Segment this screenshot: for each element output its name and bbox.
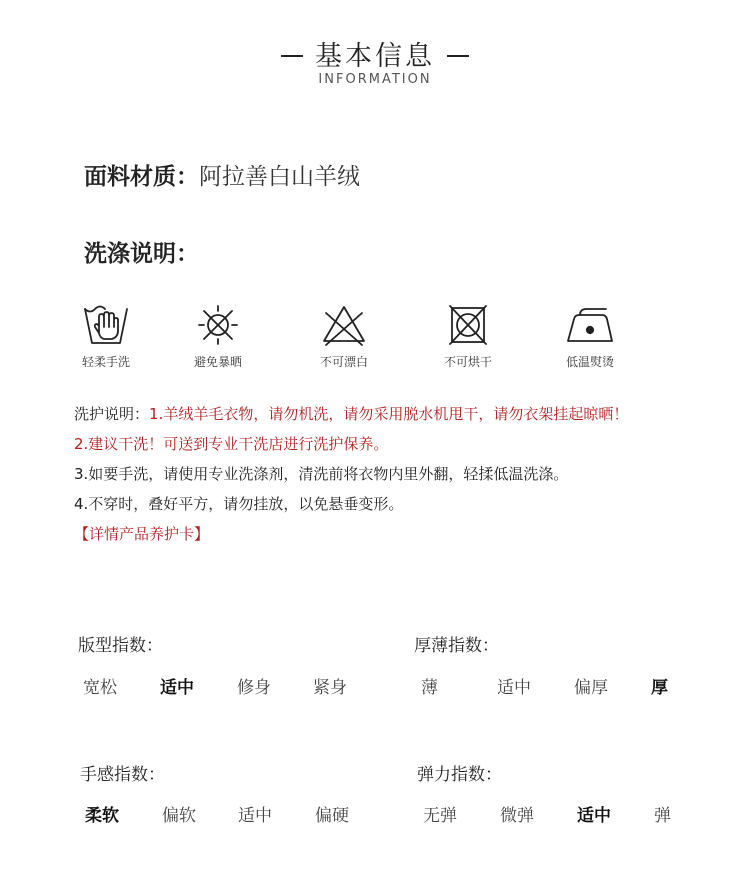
icon-label-low-iron: 低温熨烫	[565, 355, 614, 369]
icon-label-no-sun: 避免暴晒	[193, 355, 242, 369]
care-note-3: 3.如要手洗，请使用专业洗涤剂，清洗前将衣物内里外翻，轻揉低温洗涤。	[74, 465, 569, 483]
hand-wash-icon	[82, 303, 130, 347]
care-note-1	[74, 404, 628, 424]
section-title	[0, 34, 750, 73]
thickness-option-thick: 厚	[651, 678, 668, 698]
no-tumble-dry-icon	[444, 303, 492, 347]
icon-label-no-bleach: 不可漂白	[319, 355, 368, 369]
low-iron-icon	[566, 303, 614, 347]
elasticity-option-slight: 微弹	[500, 806, 534, 826]
no-bleach-icon	[320, 303, 368, 347]
feel-option-firm: 偏硬	[315, 806, 349, 826]
wash-title: 洗涤说明：	[84, 241, 199, 267]
care-note-prefix: 洗护说明：	[74, 405, 150, 423]
feel-option-softish: 偏软	[162, 806, 196, 826]
fit-index-title: 版型指数：	[78, 636, 163, 656]
care-note-4: 4.不穿时，叠好平方，请勿挂放，以免悬垂变形。	[74, 495, 404, 513]
feel-option-medium: 适中	[238, 806, 272, 826]
elasticity-option-medium: 适中	[577, 806, 611, 826]
elasticity-index-title: 弹力指数：	[417, 765, 502, 785]
title-dash-right	[447, 55, 469, 57]
fit-option-regular: 适中	[160, 678, 194, 698]
section-title-text: 基本信息	[315, 41, 435, 72]
no-sun-icon	[194, 303, 242, 347]
icon-label-hand-wash: 轻柔手洗	[81, 355, 130, 369]
material-row	[84, 158, 360, 191]
elasticity-option-none: 无弹	[423, 806, 457, 826]
fit-option-loose: 宽松	[83, 678, 117, 698]
fit-option-tight: 紧身	[313, 678, 347, 698]
thickness-index-title: 厚薄指数：	[414, 636, 499, 656]
title-dash-left	[281, 55, 303, 57]
care-note-2: 2.建议干洗！可送到专业干洗店进行洗护保养。	[74, 435, 389, 453]
feel-index-title: 手感指数：	[80, 765, 165, 785]
fit-option-slim: 修身	[237, 678, 271, 698]
thickness-option-medium: 适中	[497, 678, 531, 698]
feel-option-soft: 柔软	[85, 806, 119, 826]
section-subtitle: INFORMATION	[318, 72, 432, 87]
material-value: 阿拉善白山羊绒	[199, 164, 360, 190]
care-card-link[interactable]: 【详情产品养护卡】	[74, 525, 210, 543]
thickness-option-thin: 薄	[421, 678, 438, 698]
thickness-option-thickish: 偏厚	[574, 678, 608, 698]
icon-label-no-tumble-dry: 不可烘干	[443, 355, 492, 369]
elasticity-option-stretch: 弹	[654, 806, 671, 826]
care-note-line1: 1.羊绒羊毛衣物，请勿机洗，请勿采用脱水机甩干，请勿衣架挂起晾晒！	[149, 405, 629, 423]
material-label: 面料材质：	[84, 164, 199, 190]
